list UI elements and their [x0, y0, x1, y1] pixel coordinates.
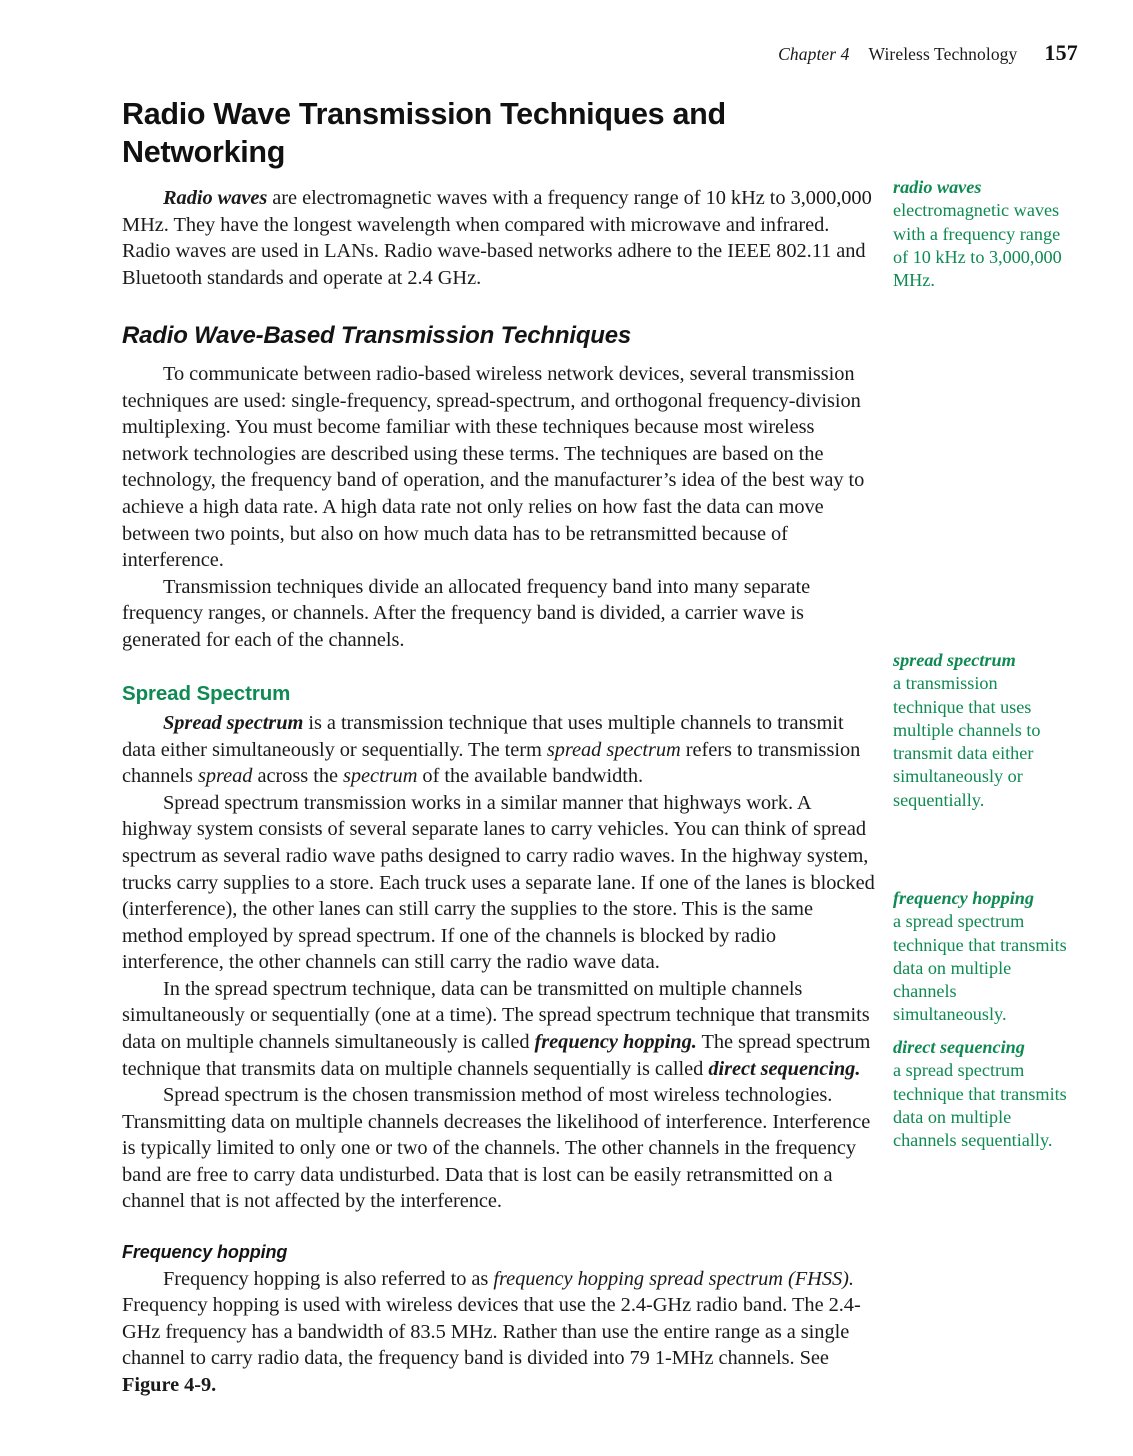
- ss1-italic1: spread spectrum: [546, 738, 681, 761]
- running-head: [778, 40, 1078, 66]
- paragraph-techniques-1: To communicate between radio-based wireless network devices, several transmission techniques are used: single-frequency, spread-spectrum, and orthogonal frequency-division multiplexing. You must become familiar with these techniques because most wireless network technologies are described using these terms. The techniques are based on the technology, the frequency band of operation, and the manufacturer’s idea of the best way to achieve a high data rate. A high data rate not only relies on how fast the data can move between two points, but also on how much data has to be retransmitted because of interference.: [122, 363, 865, 572]
- paragraph-techniques-2: Transmission techniques divide an allocated frequency band into many separate frequency ranges, or channels. After the frequency band is divided, a carrier wave is generated for each of the channels.: [122, 575, 811, 651]
- glossary-definition: a spread spectrum technique that transmits data on multiple channels sequentially.: [893, 1060, 1067, 1151]
- ss1-part1: is a transmission technique that uses multiple channels to transmit data either simultaneously or sequentially. The term: [122, 712, 844, 761]
- ss3-part2: The spread spectrum technique that transmits data on multiple channels sequentially is called: [122, 1031, 871, 1080]
- fh1-part1: Frequency hopping is also referred to as: [163, 1267, 494, 1290]
- paragraph-spread-spectrum-3: [122, 976, 878, 1082]
- fh1-part2: Frequency hopping is used with wireless devices that use the 2.4-GHz radio band. The 2.4-GHz frequency has a bandwidth of 83.5 MHz. Rather than use the entire range as a single channel to carry radio data, the frequency band is divided into 79 1-MHz channels. See: [122, 1294, 861, 1370]
- glossary-term: radio waves: [893, 177, 982, 197]
- term-radio-waves: Radio waves: [163, 187, 268, 209]
- term-frequency-hopping: frequency hopping.: [534, 1031, 697, 1053]
- ss3-part1: In the spread spectrum technique, data can be transmitted on multiple channels simultaneously or sequentially (one at a time). The spread spectrum technique that transmits data on multiple channels simultaneously is called: [122, 977, 870, 1053]
- ss1-part3: across the: [252, 765, 344, 788]
- glossary-term: direct sequencing: [893, 1037, 1025, 1057]
- ss1-part2: refers to transmission channels: [122, 738, 861, 788]
- ss1-part4: of the available bandwidth.: [417, 765, 644, 788]
- glossary-entry-direct-sequencing: [893, 1036, 1071, 1152]
- section-heading-radio-wave-based: Radio Wave-Based Transmission Techniques: [122, 322, 632, 350]
- paragraph-intro-rest: are electromagnetic waves with a frequency range of 10 kHz to 3,000,000 MHz. They have the longest wavelength when compared with microwave and infrared. Radio waves are used in LANs. Radio wave-based networks adhere to the IEEE 802.11 and Bluetooth standards and operate at 2.4 GHz.: [122, 187, 872, 289]
- paragraph-spread-spectrum-2: Spread spectrum transmission works in a similar manner that highways work. A highway system consists of several separate lanes to carry vehicles. You can think of spread spectrum as several radio wave paths designed to carry radio waves. In the highway system, trucks carry supplies to a store. Each truck uses a separate lane. If one of the lanes is blocked (interference), the other lanes can still carry the supplies to the store. This is the same method employed by spread spectrum. If one of the channels is blocked by radio interference, the other channels can still carry the radio wave data.: [122, 791, 875, 974]
- page-number: 157: [1044, 40, 1078, 65]
- glossary-definition: electromagnetic waves with a frequency range of 10 kHz to 3,000,000 MHz.: [893, 200, 1062, 291]
- paragraph-spread-spectrum-4: Spread spectrum is the chosen transmission method of most wireless technologies. Transmitting data on multiple channels decreases the likelihood of interference. Interference is typically limited to only one or two of the channels. The other channels in the frequency band are free to carry data undisturbed. Data that is lost can be easily retransmitted on a channel that is not affected by the interference.: [122, 1084, 871, 1213]
- ss1-italic2: spread: [198, 765, 253, 788]
- running-head-chapter: Chapter 4: [778, 44, 850, 64]
- term-direct-sequencing: direct sequencing.: [708, 1057, 861, 1080]
- glossary-entry-radio-waves: [893, 176, 1071, 292]
- term-spread-spectrum: Spread spectrum: [163, 712, 304, 735]
- section-heading-spread-spectrum: Spread Spectrum: [122, 682, 291, 706]
- figure-reference: Figure 4-9.: [122, 1373, 217, 1396]
- main-text-column: [122, 96, 878, 1399]
- ss1-italic3: spectrum: [343, 765, 418, 788]
- glossary-definition: a spread spectrum technique that transmits data on multiple channels simultaneously.: [893, 911, 1067, 1025]
- glossary-entry-frequency-hopping: [893, 887, 1071, 1027]
- glossary-term: frequency hopping: [893, 888, 1034, 908]
- subheading-frequency-hopping: Frequency hopping: [122, 1242, 288, 1263]
- fh1-italic1: frequency hopping spread spectrum (FHSS).: [493, 1267, 854, 1290]
- glossary-term: spread spectrum: [893, 650, 1016, 670]
- glossary-definition: a transmission technique that uses multiple channels to transmit data either simultaneously or sequentially.: [893, 673, 1041, 810]
- paragraph-spread-spectrum-1: [122, 710, 878, 790]
- glossary-entry-spread-spectrum: [893, 649, 1071, 812]
- page-title: Radio Wave Transmission Techniques and Networking: [122, 97, 726, 169]
- paragraph-frequency-hopping-1: [122, 1266, 878, 1399]
- running-head-title: Wireless Technology: [868, 44, 1018, 64]
- paragraph-intro: [122, 185, 878, 291]
